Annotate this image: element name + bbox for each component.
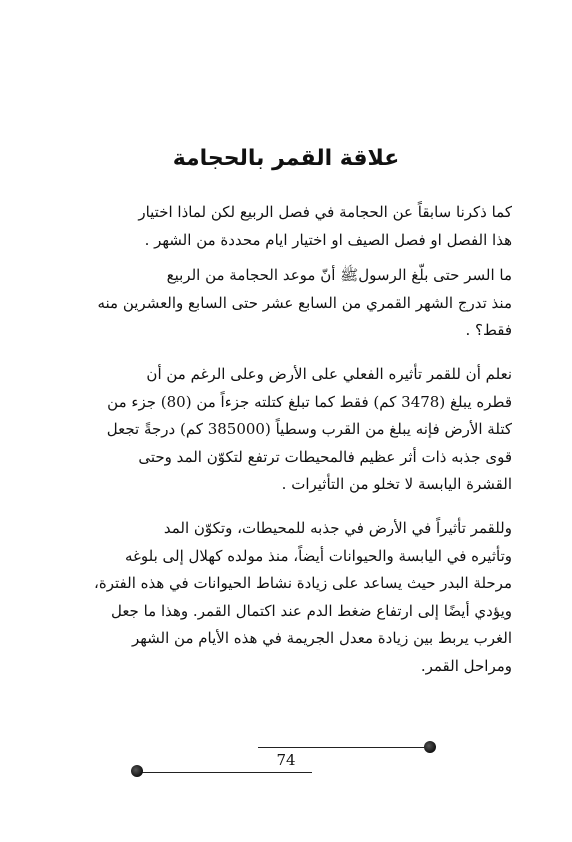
paragraph-line: وللقمر تأثيراً في الأرض في جذبه للمحيطات، وتكوّن المد <box>163 519 512 537</box>
footer-rule-bottom <box>140 772 312 773</box>
paragraph-line: نعلم أن للقمر تأثيره الفعلي على الأرض وعلى الرغم من أن <box>146 365 512 383</box>
paragraph-line: ما السر حتى بلّغ الرسولﷺ أنّ موعد الحجامة من الربيع <box>166 266 512 284</box>
paragraph-line: قطره يبلغ (3478 كم) فقط كما تبلغ كتلته جزءاً من (80) جزء من <box>107 392 512 411</box>
paragraph-line: وتأثيره في اليابسة والحيوانات أيضاً، منذ مولده كهلال إلى بلوغه <box>124 546 512 565</box>
chapter-title: علاقة القمر بالحجامة <box>172 146 400 171</box>
footer-ornament-dot-icon <box>424 741 436 753</box>
paragraph-line: كما ذكرنا سابقاً عن الحجامة في فصل الربيع لكن لماذا اختيار <box>138 203 512 221</box>
paragraph-line: فقط؟ . <box>465 321 512 339</box>
paragraph-line: الغرب يربط بين زيادة معدل الجريمة في هذه الأيام من الشهر <box>131 629 512 647</box>
paragraph-line: كتلة الأرض فإنه يبلغ من القرب وسطياً (385000 كم) درجةً تجعل <box>106 420 512 438</box>
paragraph-3 <box>64 361 512 499</box>
paragraph-line: هذا الفصل او فصل الصيف او اختيار ايام محددة من الشهر . <box>144 230 512 249</box>
paragraph-line: ويؤدي أيضًا إلى ارتفاع ضغط الدم عند اكتمال القمر. وهذا ما جعل <box>110 601 512 620</box>
paragraph-line: مرحلة البدر حيث يساعد على زيادة نشاط الحيوانات في هذه الفترة، <box>94 574 512 592</box>
paragraph-line: ومراحل القمر. <box>420 656 512 675</box>
paragraph-1 <box>64 199 512 254</box>
paragraph-4 <box>64 515 512 680</box>
page-number: 74 <box>276 751 296 769</box>
paragraph-2 <box>64 262 512 345</box>
paragraph-line: منذ تدرج الشهر القمري من السابع عشر حتى السابع والعشرين منه <box>97 293 512 312</box>
paragraph-line: قوى جذبه ذات أثر عظيم فالمحيطات ترتفع لتكوّن المد وحتى <box>138 447 512 466</box>
paragraph-line: القشرة اليابسة لا تخلو من التأثيرات . <box>281 475 512 493</box>
footer-rule-top <box>258 747 428 748</box>
footer-ornament-dot-icon <box>131 765 143 777</box>
